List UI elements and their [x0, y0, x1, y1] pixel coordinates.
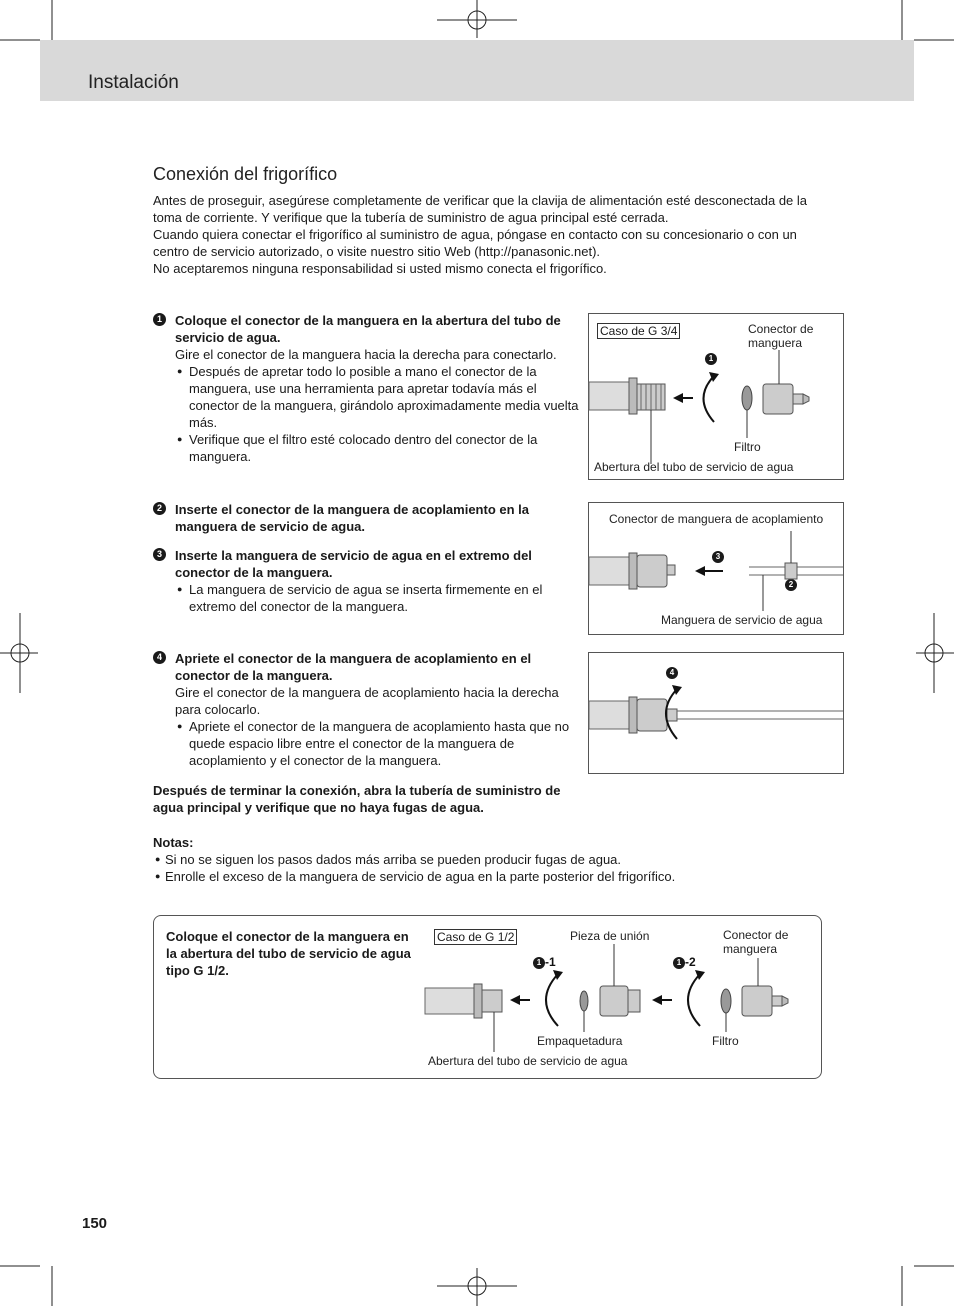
hose-connector-label: Conector de manguera [748, 322, 814, 350]
service-hose-label: Manguera de servicio de agua [661, 613, 823, 627]
step-title: Apriete el conector de la manguera de acoplamiento en el conector de la manguera. [175, 651, 532, 683]
step-bullet: ● Verifique que el filtro esté colocado dentro del conector de la manguera. [175, 431, 581, 465]
section-title: Conexión del frigorífico [153, 164, 338, 184]
step-4 [153, 650, 581, 769]
figure-step-number: 3 [712, 551, 724, 563]
coupling-connector-label: Conector de manguera de acoplamiento [609, 512, 824, 526]
figure-case-label: Caso de G 3/4 [597, 323, 680, 339]
intro-paragraph: Antes de proseguir, asegúrese completamente de verificar que la clavija de alimentación esté desconectada de la toma de corriente. Y verifique que la tubería de suministro de agua principal esté cerrada. [153, 193, 808, 225]
after-connection-text: Después de terminar la conexión, abra la tubería de suministro de agua principal y verifique que no haya fugas de agua. [153, 783, 561, 815]
figure-step-number: 4 [666, 667, 678, 679]
page-number: 150 [82, 1215, 108, 1232]
notes [153, 834, 853, 885]
figure-tighten [588, 652, 844, 774]
page-header-title: Instalación [88, 72, 179, 93]
step-number: 4 [153, 651, 166, 664]
tighten-drawing [589, 653, 843, 773]
figure-step-suffix: -1 [545, 955, 556, 969]
step-bullet: ● La manguera de servicio de agua se inserta firmemente en el extremo del conector de la manguera. [175, 581, 581, 615]
step-title: Inserte la manguera de servicio de agua en el extremo del conector de la manguera. [175, 548, 532, 580]
filter-label: Filtro [734, 440, 761, 454]
step-bullet: ● Apriete el conector de la manguera de acoplamiento hasta que no quede espacio libre entre el conector de la manguera de acoplamiento y el conector de la manguera. [175, 718, 581, 769]
figure-step-number: 1 [705, 353, 717, 365]
figure-g34 [588, 313, 844, 480]
g12-instruction: Coloque el conector de la manguera en la abertura del tubo de servicio de agua tipo G 1/2. [166, 929, 411, 978]
step-number: 2 [153, 502, 166, 515]
note-item: ● Si no se siguen los pasos dados más arriba se pueden producir fugas de agua. [153, 851, 853, 868]
step-title: Inserte el conector de la manguera de acoplamiento en la manguera de servicio de agua. [175, 502, 530, 534]
intro-paragraph: No aceptaremos ninguna responsabilidad si usted mismo conecta el frigorífico. [153, 261, 607, 276]
g12-connection-drawing [154, 916, 821, 1078]
step-number: 1 [153, 313, 166, 326]
pipe-opening-label: Abertura del tubo de servicio de agua [428, 1054, 628, 1068]
g34-connection-drawing [589, 314, 843, 479]
figure-coupling [588, 502, 844, 635]
notes-title: Notas: [153, 835, 194, 850]
step-text: Gire el conector de la manguera hacia la derecha para conectarlo. [175, 347, 557, 362]
figure-step-number: 1 [673, 957, 685, 969]
intro-text [153, 192, 823, 277]
coupling-drawing [589, 503, 843, 634]
g12-box [153, 915, 822, 1079]
pipe-opening-label: Abertura del tubo de servicio de agua [594, 460, 794, 474]
figure-step-number: 2 [785, 579, 797, 591]
union-piece-label: Pieza de unión [570, 929, 650, 943]
step-text: Gire el conector de la manguera de acoplamiento hacia la derecha para colocarlo. [175, 685, 559, 717]
gasket-label: Empaquetadura [537, 1034, 623, 1048]
step-3 [153, 547, 581, 615]
step-number: 3 [153, 548, 166, 561]
step-bullet: ● Después de apretar todo lo posible a mano el conector de la manguera, use una herramienta para apretar todavía más el conector de la manguera, girándolo aproximadamente media vuelta más. [175, 363, 581, 431]
step-1 [153, 312, 581, 465]
figure-case-label: Caso de G 1/2 [434, 929, 517, 945]
filter-label: Filtro [712, 1034, 739, 1048]
figure-step-suffix: -2 [685, 955, 696, 969]
step-2 [153, 501, 581, 535]
figure-step-number: 1 [533, 957, 545, 969]
step-title: Coloque el conector de la manguera en la abertura del tubo de servicio de agua. [175, 313, 561, 345]
hose-connector-label: Conector de manguera [723, 928, 789, 956]
note-item: ● Enrolle el exceso de la manguera de servicio de agua en la parte posterior del frigorífico. [153, 868, 853, 885]
intro-paragraph: Cuando quiera conectar el frigorífico al suministro de agua, póngase en contacto con su concesionario o con un centro de servicio autorizado, o visite nuestro sitio Web (http://panasonic.net). [153, 227, 797, 259]
